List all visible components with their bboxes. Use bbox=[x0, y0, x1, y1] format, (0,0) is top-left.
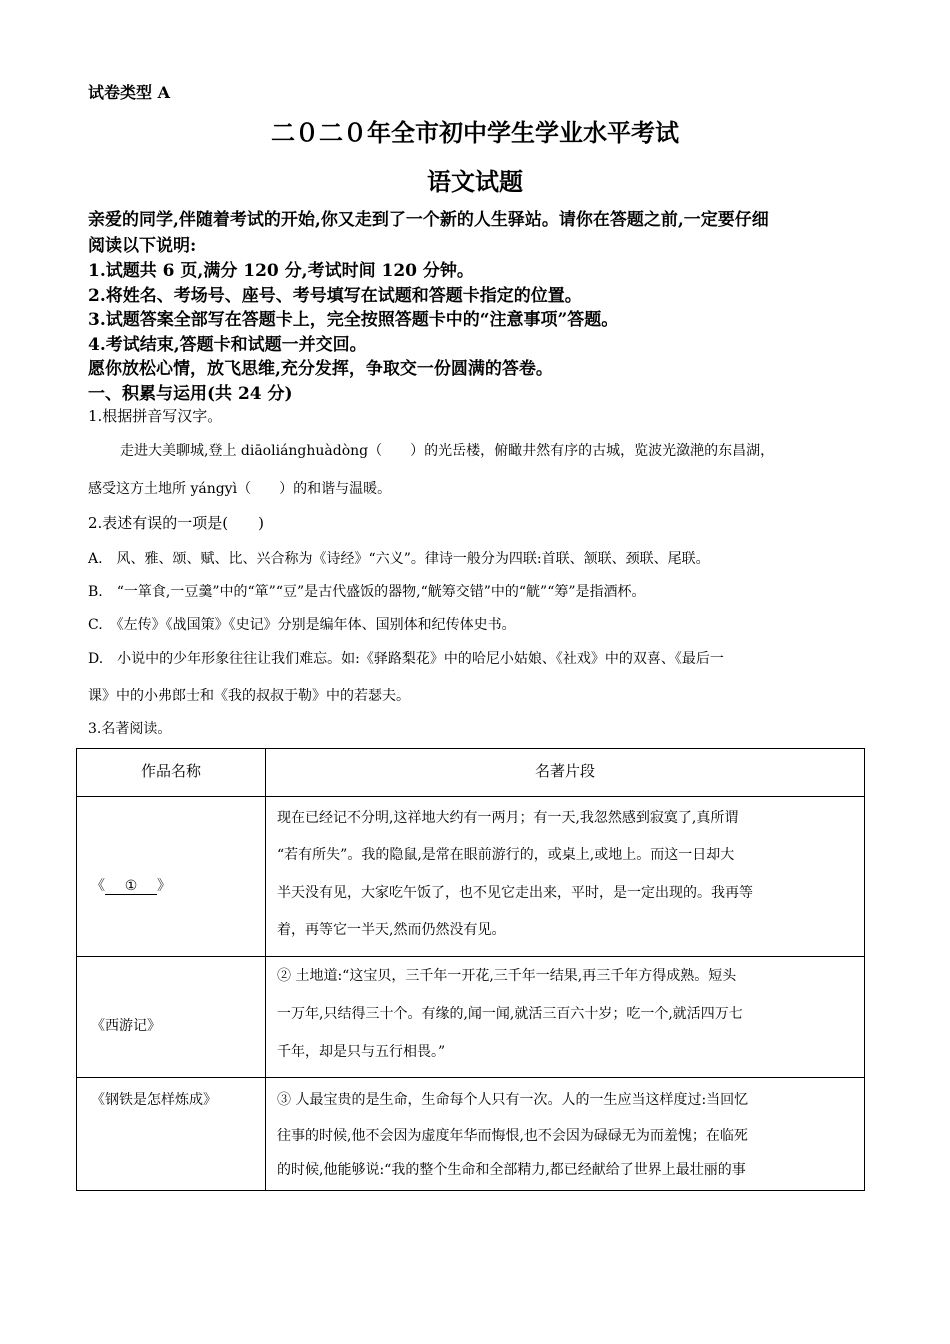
table-row-3-excerpt-line: 的时候,他能够说:“我的整个生命和全部精力,都已经献给了世界上最壮丽的事 bbox=[277, 1162, 746, 1178]
exam-title: 二０二０年全市初中学生学业水平考试 bbox=[271, 118, 679, 147]
instruction-item-1: 1.试题共 6 页,满分 120 分,考试时间 120 分钟。 bbox=[88, 261, 474, 281]
instruction-item-4: 4.考试结束,答题卡和试题一并交回。 bbox=[88, 335, 367, 355]
question-2-option-d-line1: D. 小说中的少年形象往往让我们难忘。如:《驿路梨花》中的哈尼小姑娘、《社戏》中的双喜、《最后一 bbox=[88, 651, 724, 667]
instructions-greeting-line1: 亲爱的同学,伴随着考试的开始,你又走到了一个新的人生驿站。请你在答题之前,一定要仔细 bbox=[88, 210, 769, 230]
question-2-option-b: B. “一箪食,一豆羹”中的“箪”“豆”是古代盛饭的器物,“觥筹交错”中的“觥”“筹”是指酒杯。 bbox=[88, 584, 646, 600]
table-row-3-excerpt-line: 往事的时候,他不会因为虚度年华而悔恨,也不会因为碌碌无为而羞愧；在临死 bbox=[277, 1128, 748, 1144]
work-title-blank: ① bbox=[105, 878, 157, 895]
table-row-3-excerpt-line: ③ 人最宝贵的是生命，生命每个人只有一次。人的一生应当这样度过:当回忆 bbox=[277, 1092, 749, 1108]
instruction-item-3: 3.试题答案全部写在答题卡上，完全按照答题卡中的“注意事项”答题。 bbox=[88, 310, 619, 330]
question-3-stem: 3.名著阅读。 bbox=[88, 721, 172, 737]
question-2-option-a: A. 风、雅、颂、赋、比、兴合称为《诗经》“六义”。律诗一般分为四联:首联、颔联、颈联、尾联。 bbox=[88, 551, 710, 567]
table-header-excerpt: 名著片段 bbox=[534, 762, 595, 780]
instructions-greeting-line2: 阅读以下说明: bbox=[88, 236, 197, 256]
table-row-1-excerpt-line: 半天没有见，大家吃午饭了，也不见它走出来，平时，是一定出现的。我再等 bbox=[277, 885, 753, 901]
table-column-divider bbox=[265, 749, 266, 1190]
table-row-divider bbox=[77, 796, 864, 797]
table-row-divider bbox=[77, 956, 864, 957]
question-1-text-line2: 感受这方土地所 yángyì（ ）的和谐与温暖。 bbox=[88, 481, 392, 497]
work-bracket-open: 《 bbox=[91, 878, 105, 894]
subject-title: 语文试题 bbox=[427, 167, 523, 196]
question-2-option-c: C. 《左传》《战国策》《史记》分别是编年体、国别体和纪传体史书。 bbox=[88, 617, 516, 633]
question-2-stem: 2.表述有误的一项是( ) bbox=[88, 514, 265, 532]
table-row-2-work: 《西游记》 bbox=[91, 1018, 161, 1034]
classics-reading-table bbox=[76, 748, 865, 1191]
table-row-1-excerpt-line: “若有所失”。我的隐鼠,是常在眼前游行的，或桌上,或地上。而这一日却大 bbox=[277, 847, 735, 863]
paper-type-label: 试卷类型 A bbox=[88, 83, 170, 102]
table-row-3-work: 《钢铁是怎样炼成》 bbox=[91, 1092, 217, 1108]
table-row-1-work bbox=[91, 875, 171, 895]
table-row-divider bbox=[77, 1077, 864, 1078]
table-row-1-excerpt-line: 着，再等它一半天,然而仍然没有见。 bbox=[277, 922, 506, 938]
table-row-2-excerpt-line: 一万年,只结得三十个。有缘的,闻一闻,就活三百六十岁；吃一个,就活四万七 bbox=[277, 1006, 743, 1022]
table-row-1-excerpt-line: 现在已经记不分明,这祥地大约有一两月；有一天,我忽然感到寂寞了,真所谓 bbox=[277, 810, 739, 826]
question-1-stem: 1.根据拼音写汉字。 bbox=[88, 407, 223, 425]
table-header-work-name: 作品名称 bbox=[140, 762, 201, 780]
work-bracket-close: 》 bbox=[157, 878, 171, 894]
section-heading: 一、积累与运用(共 24 分) bbox=[88, 384, 293, 404]
instructions-wish: 愿你放松心情，放飞思维,充分发挥，争取交一份圆满的答卷。 bbox=[88, 359, 553, 379]
table-row-2-excerpt-line: ② 土地道:“这宝贝，三千年一开花,三千年一结果,再三千年方得成熟。短头 bbox=[277, 968, 737, 984]
question-1-text-line1: 走进大美聊城,登上 diāoliánghuàdòng（ ）的光岳楼，俯瞰井然有序的古城，览波光潋滟的东昌湖， bbox=[120, 443, 775, 459]
question-2-option-d-line2: 课》中的小弗郎士和《我的叔叔于勒》中的若瑟夫。 bbox=[88, 688, 410, 704]
instruction-item-2: 2.将姓名、考场号、座号、考号填写在试题和答题卡指定的位置。 bbox=[88, 286, 582, 306]
table-row-2-excerpt-line: 千年，却是只与五行相畏。” bbox=[277, 1044, 446, 1060]
